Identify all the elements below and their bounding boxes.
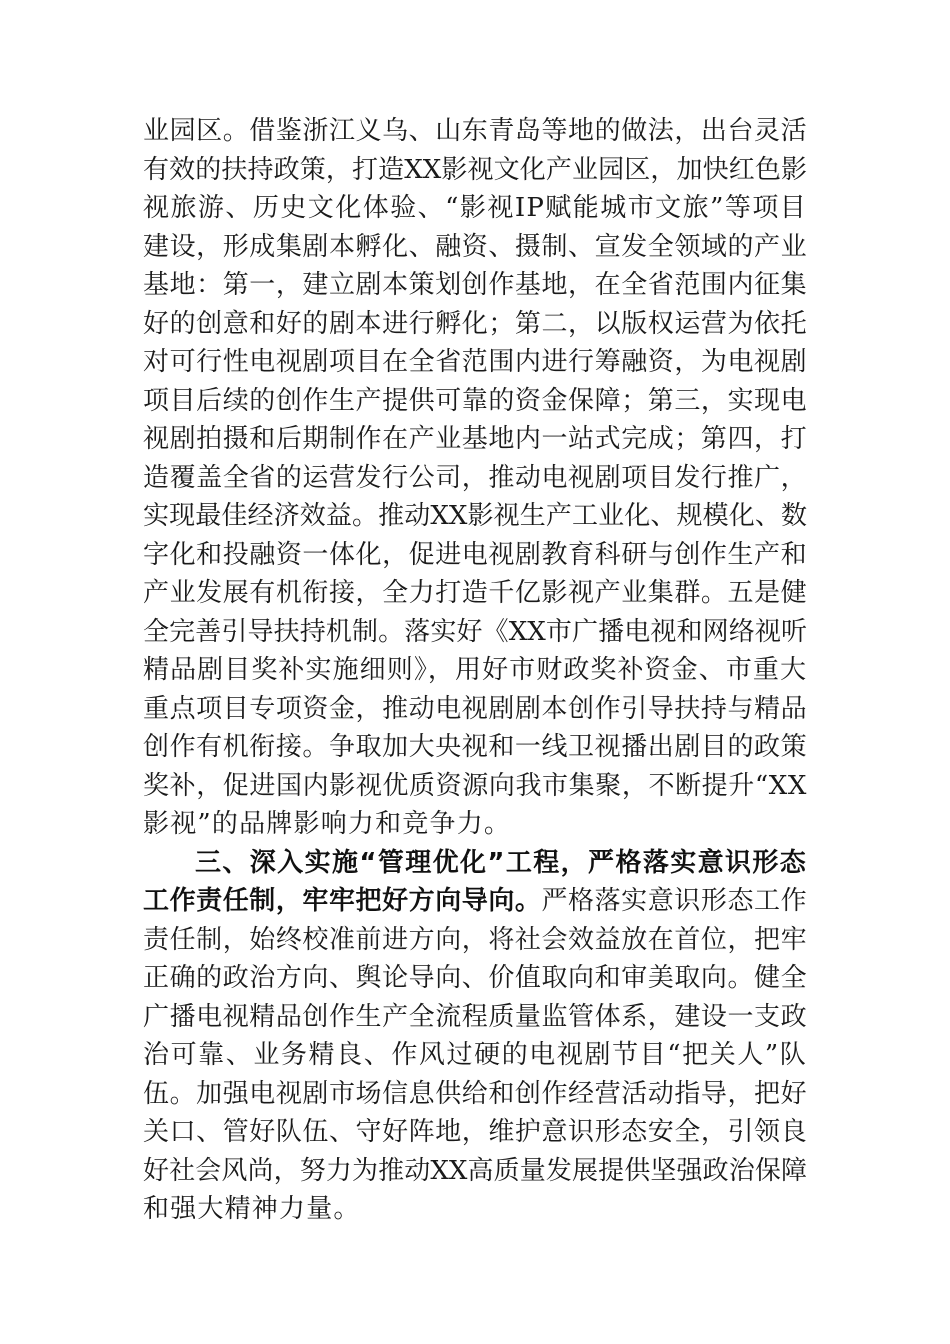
text-line: 广播电视精品创作生产全流程质量监管体系，建设一支政: [143, 1001, 807, 1032]
text-line: 实现最佳经济效益。推动XX影视生产工业化、规模化、数: [143, 501, 807, 531]
paragraph-1: [143, 112, 807, 844]
section-3-paragraph: [143, 844, 807, 1229]
text-line: 伍。加强电视剧市场信息供给和创作经营活动指导，把好: [143, 1078, 807, 1109]
text-line: 业园区。借鉴浙江义乌、山东青岛等地的做法，出台灵活: [143, 116, 807, 146]
section-heading: 三、深入实施“管理优化”工程，严格落实意识形态: [195, 847, 807, 878]
text-line: 正确的政治方向、舆论导向、价值取向和审美取向。健全: [143, 963, 807, 993]
text-line: 建设，形成集剧本孵化、融资、摄制、宣发全领域的产业: [143, 231, 807, 262]
text-line: 项目后续的创作生产提供可靠的资金保障；第三，实现电: [143, 385, 807, 416]
text-line: 好社会风尚，努力为推动XX高质量发展提供坚强政治保障: [143, 1155, 807, 1186]
text-line: 视旅游、历史文化体验、“影视IP赋能城市文旅”等项目: [143, 193, 807, 223]
text-line: 有效的扶持政策，打造XX影视文化产业园区，加快红色影: [143, 154, 807, 185]
text-line: 视剧拍摄和后期制作在产业基地内一站式完成；第四，打: [143, 424, 807, 454]
text-line: 全完善引导扶持机制。落实好《XX市广播电视和网络视听: [143, 616, 807, 647]
text-line: [143, 882, 807, 921]
text-line: 治可靠、业务精良、作风过硬的电视剧节目“把关人”队: [143, 1040, 807, 1070]
text-line: 造覆盖全省的运营发行公司，推动电视剧项目发行推广，: [143, 462, 807, 493]
text-line: 关口、管好队伍、守好阵地，维护意识形态安全，引领良: [143, 1117, 807, 1147]
text-line: 好的创意和好的剧本进行孵化；第二，以版权运营为依托: [143, 308, 807, 339]
text-line: 产业发展有机衔接，全力打造千亿影视产业集群。五是健: [143, 578, 807, 608]
text-line: 和强大精神力量。: [143, 1194, 361, 1224]
section-heading-continued: 工作责任制，牢牢把好方向导向。: [143, 886, 542, 916]
text-line: 责任制，始终校准前进方向，将社会效益放在首位，把牢: [143, 924, 807, 955]
text-line: 字化和投融资一体化，促进电视剧教育科研与创作生产和: [143, 539, 807, 570]
text-line: 对可行性电视剧项目在全省范围内进行筹融资，为电视剧: [143, 347, 807, 377]
text-line: 创作有机衔接。争取加大央视和一线卫视播出剧目的政策: [143, 732, 807, 762]
text-line: 影视”的品牌影响力和竞争力。: [143, 809, 512, 839]
document-body: [143, 112, 807, 1229]
text-line: 精品剧目奖补实施细则》，用好市财政奖补资金、市重大: [143, 655, 807, 685]
text-line: 奖补，促进国内影视优质资源向我市集聚，不断提升“XX: [143, 770, 807, 801]
text-line: 基地：第一，建立剧本策划创作基地，在全省范围内征集: [143, 270, 807, 300]
text-line: 重点项目专项资金，推动电视剧剧本创作引导扶持与精品: [143, 693, 807, 724]
text-segment: 严格落实意识形态工作: [541, 886, 807, 916]
